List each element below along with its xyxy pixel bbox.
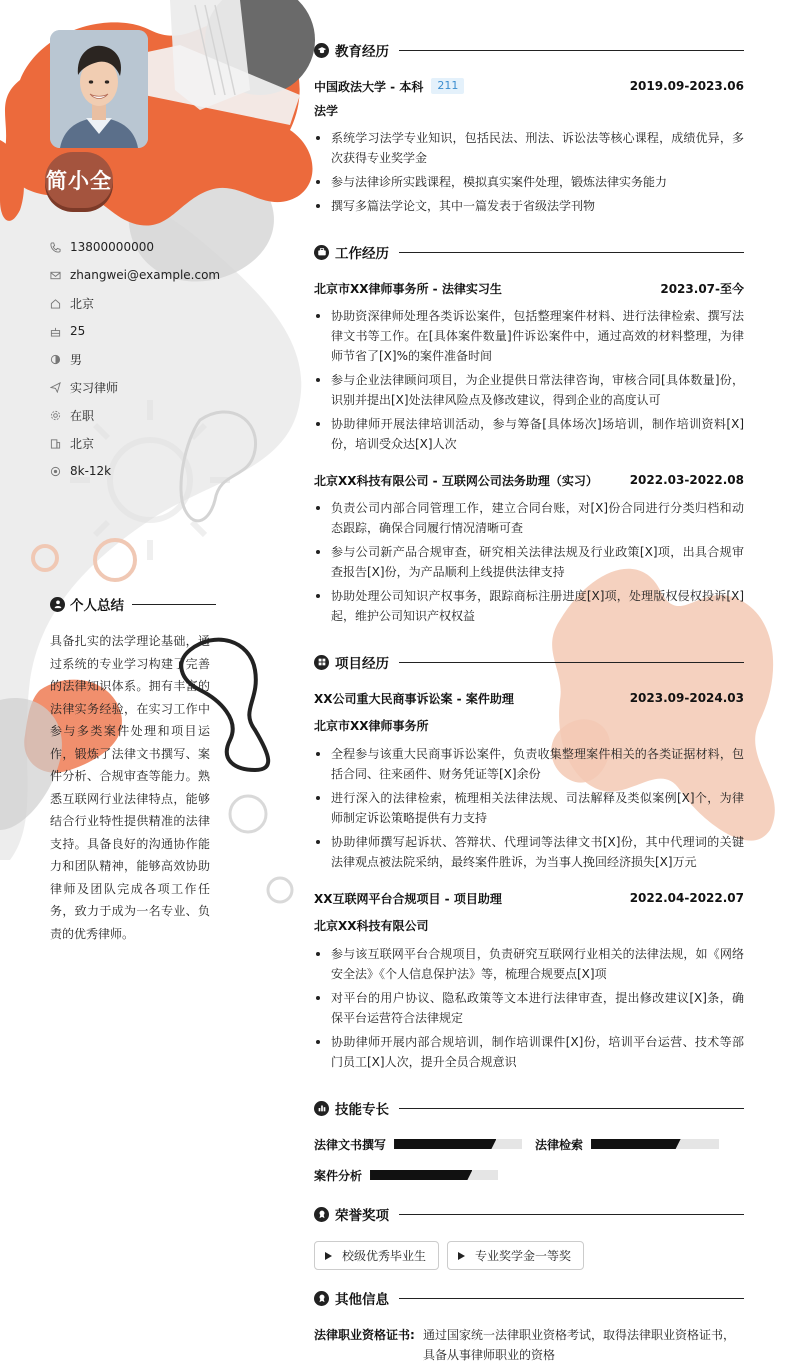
skill-name: 案件分析 xyxy=(314,1168,363,1183)
work-title: 工作经历 xyxy=(335,246,389,262)
user-icon xyxy=(50,597,65,612)
project-bullets-1 xyxy=(314,744,744,876)
skill-bar-fill xyxy=(591,1139,681,1149)
skill-item xyxy=(535,1136,719,1152)
contact-email-value: zhangwei@example.com xyxy=(70,268,221,282)
skill-item xyxy=(314,1136,522,1152)
skills-title: 技能专长 xyxy=(335,1102,389,1118)
education-major: 法学 xyxy=(314,104,339,118)
summary-heading xyxy=(50,594,216,614)
awards-title: 荣誉奖项 xyxy=(335,1208,389,1224)
graduation-cap-icon xyxy=(314,43,329,58)
contact-age xyxy=(50,317,250,345)
project-org-2: 北京XX科技有限公司 xyxy=(314,919,429,933)
work-row-2 xyxy=(314,471,744,489)
list-item: 协助资深律师处理各类诉讼案件，包括整理案件材料、进行法律检索、撰写法律文书等工作。在[具体案件数量]件诉讼案件中，通过高效的材料整理，为律师节省了[X]%的案件准备时间 xyxy=(314,306,744,366)
age-icon xyxy=(50,326,70,337)
work-bullets-1 xyxy=(314,306,744,458)
contact-gender-value: 男 xyxy=(70,352,83,367)
work-divider xyxy=(399,252,744,253)
contact-position-value: 实习律师 xyxy=(70,380,119,395)
education-divider xyxy=(399,50,744,51)
portrait-illustration xyxy=(50,30,148,148)
education-period: 2019.09-2023.06 xyxy=(629,79,744,93)
contact-salary xyxy=(50,457,250,485)
contact-gender xyxy=(50,345,250,373)
work-row-1 xyxy=(314,279,744,297)
play-icon xyxy=(325,1252,332,1260)
other-divider xyxy=(399,1298,744,1299)
list-item: 参与法律诊所实践课程，模拟真实案件处理，锻炼法律实务能力 xyxy=(314,172,744,192)
other-key: 法律职业资格证书: xyxy=(314,1328,415,1342)
gender-icon xyxy=(50,354,70,365)
contact-phone xyxy=(50,233,250,261)
education-heading xyxy=(314,40,744,60)
skills-divider xyxy=(399,1108,744,1109)
contact-home xyxy=(50,289,250,317)
list-item: 对平台的用户协议、隐私政策等文本进行法律审查，提出修改建议[X]条，确保平台运营符合法律规定 xyxy=(314,988,744,1028)
send-icon xyxy=(50,382,70,393)
list-item: 参与该互联网平台合规项目，负责研究互联网行业相关的法律法规，如《网络安全法》《个人信息保护法》等，梳理合规要点[X]项 xyxy=(314,944,744,984)
list-item: 参与企业法律顾问项目，为企业提供日常法律咨询，审核合同[具体数量]份，识别并提出[X]处法律风险点及修改建议，得到企业的高度认可 xyxy=(314,370,744,410)
other-info-row xyxy=(314,1325,744,1364)
list-item: 协助律师开展内部合规培训，制作培训课件[X]份，培训平台运营、技术等部门员工[X]人次，提升全员合规意识 xyxy=(314,1032,744,1072)
education-school: 中国政法大学 - 本科 xyxy=(314,79,424,94)
award-label: 专业奖学金一等奖 xyxy=(475,1249,572,1263)
skill-bar xyxy=(394,1139,522,1149)
education-tag: 211 xyxy=(431,78,464,94)
list-item: 负责公司内部合同管理工作，建立合同台账，对[X]份合同进行分类归档和动态跟踪，确保合同履行情况清晰可查 xyxy=(314,498,744,538)
status-icon xyxy=(50,410,70,421)
project-name-1: XX公司重大民商事诉讼案 - 案件助理 xyxy=(314,691,514,706)
summary-text: 具备扎实的法学理论基础，通过系统的专业学习构建了完善的法律知识体系。拥有丰富的法律实务经验，在实习工作中参与多类案件处理和项目运作，锻炼了法律文书撰写、案件分析、合规审查等能力。熟悉互联网行业法律特点，能够结合行业特性提供精准的法律支持。具备良好的沟通协作能力和团队精神，能够高效协助律师及团队完成各项工作任务，致力于成为一名专业、负责的优秀律师。 xyxy=(50,634,210,941)
projects-divider xyxy=(399,662,744,663)
other-heading xyxy=(314,1288,744,1308)
work-org-2: 北京XX科技有限公司 - 互联网公司法务助理（实习） xyxy=(314,473,598,488)
salary-icon xyxy=(50,466,70,477)
list-item: 进行深入的法律检索，梳理相关法律法规、司法解释及类似案例[X]个，为律师制定诉讼策略提供有力支持 xyxy=(314,788,744,828)
education-row xyxy=(314,77,744,95)
contact-salary-value: 8k-12k xyxy=(70,464,112,478)
skill-bar-fill xyxy=(394,1139,496,1149)
contact-status-value: 在职 xyxy=(70,408,95,423)
work-bullets-2 xyxy=(314,498,744,630)
awards-divider xyxy=(399,1214,744,1215)
work-period-2: 2022.03-2022.08 xyxy=(629,473,744,487)
list-item: 参与公司新产品合规审查，研究相关法律法规及行业政策[X]项，出具合规审查报告[X]份，为产品顺利上线提供法律支持 xyxy=(314,542,744,582)
work-heading xyxy=(314,242,744,262)
skill-bar xyxy=(370,1170,498,1180)
contact-city-value: 北京 xyxy=(70,436,95,451)
contact-position xyxy=(50,373,250,401)
contact-status xyxy=(50,401,250,429)
skill-name: 法律文书撰写 xyxy=(314,1137,387,1152)
contact-email xyxy=(50,261,250,289)
play-icon xyxy=(458,1252,465,1260)
project-period-2: 2022.04-2022.07 xyxy=(629,891,744,905)
contact-home-value: 北京 xyxy=(70,296,95,311)
list-item: 全程参与该重大民商事诉讼案件，负责收集整理案件相关的各类证据材料，包括合同、往来函件、财务凭证等[X]余份 xyxy=(314,744,744,784)
project-org-1: 北京市XX律师事务所 xyxy=(314,719,429,733)
name-badge: 简小全 xyxy=(45,152,113,208)
building-icon xyxy=(50,438,70,449)
contact-phone-value: 13800000000 xyxy=(70,240,154,254)
award-label: 校级优秀毕业生 xyxy=(342,1249,427,1263)
list-item: 协助律师撰写起诉状、答辩状、代理词等法律文书[X]份，其中代理词的关键法律观点被法院采纳，最终案件胜诉，为当事人挽回经济损失[X]万元 xyxy=(314,832,744,872)
skill-name: 法律检索 xyxy=(535,1137,584,1152)
skill-item xyxy=(314,1167,498,1183)
project-period-1: 2023.09-2024.03 xyxy=(629,691,744,705)
education-title: 教育经历 xyxy=(335,44,389,60)
summary-title: 个人总结 xyxy=(70,598,124,614)
grid-icon xyxy=(314,655,329,670)
other-title: 其他信息 xyxy=(335,1292,389,1308)
award-chip xyxy=(447,1241,584,1270)
awards-heading xyxy=(314,1204,744,1224)
mail-icon xyxy=(50,270,70,281)
list-item: 系统学习法学专业知识，包括民法、刑法、诉讼法等核心课程，成绩优异，多次获得专业奖学金 xyxy=(314,128,744,168)
education-bullets xyxy=(314,128,744,220)
skills-heading xyxy=(314,1098,744,1118)
work-org-1: 北京市XX律师事务所 - 法律实习生 xyxy=(314,281,502,296)
project-name-2: XX互联网平台合规项目 - 项目助理 xyxy=(314,891,502,906)
home-icon xyxy=(50,298,70,309)
skill-bar xyxy=(591,1139,719,1149)
contact-list xyxy=(50,233,250,485)
list-item: 协助律师开展法律培训活动，参与筹备[具体场次]场培训，制作培训资料[X]份，培训受众达[X]人次 xyxy=(314,414,744,454)
list-item: 协助处理公司知识产权事务，跟踪商标注册进度[X]项，处理版权侵权投诉[X]起，维护公司知识产权权益 xyxy=(314,586,744,626)
award-chip xyxy=(314,1241,439,1270)
info-icon xyxy=(314,1291,329,1306)
projects-heading xyxy=(314,652,744,672)
projects-title: 项目经历 xyxy=(335,656,389,672)
list-item: 撰写多篇法学论文，其中一篇发表于省级法学刊物 xyxy=(314,196,744,216)
project-bullets-2 xyxy=(314,944,744,1076)
project-row-1 xyxy=(314,689,744,707)
contact-age-value: 25 xyxy=(70,324,86,338)
bar-chart-icon xyxy=(314,1101,329,1116)
skill-bar-fill xyxy=(370,1170,472,1180)
other-value: 通过国家统一法律职业资格考试，取得法律职业资格证书，具备从事律师职业的资格 xyxy=(423,1328,736,1362)
project-row-2 xyxy=(314,889,744,907)
briefcase-icon xyxy=(314,245,329,260)
contact-city xyxy=(50,429,250,457)
avatar xyxy=(50,30,148,148)
phone-icon xyxy=(50,242,70,253)
award-icon xyxy=(314,1207,329,1222)
summary-divider xyxy=(132,604,216,605)
work-period-1: 2023.07-至今 xyxy=(660,281,744,296)
